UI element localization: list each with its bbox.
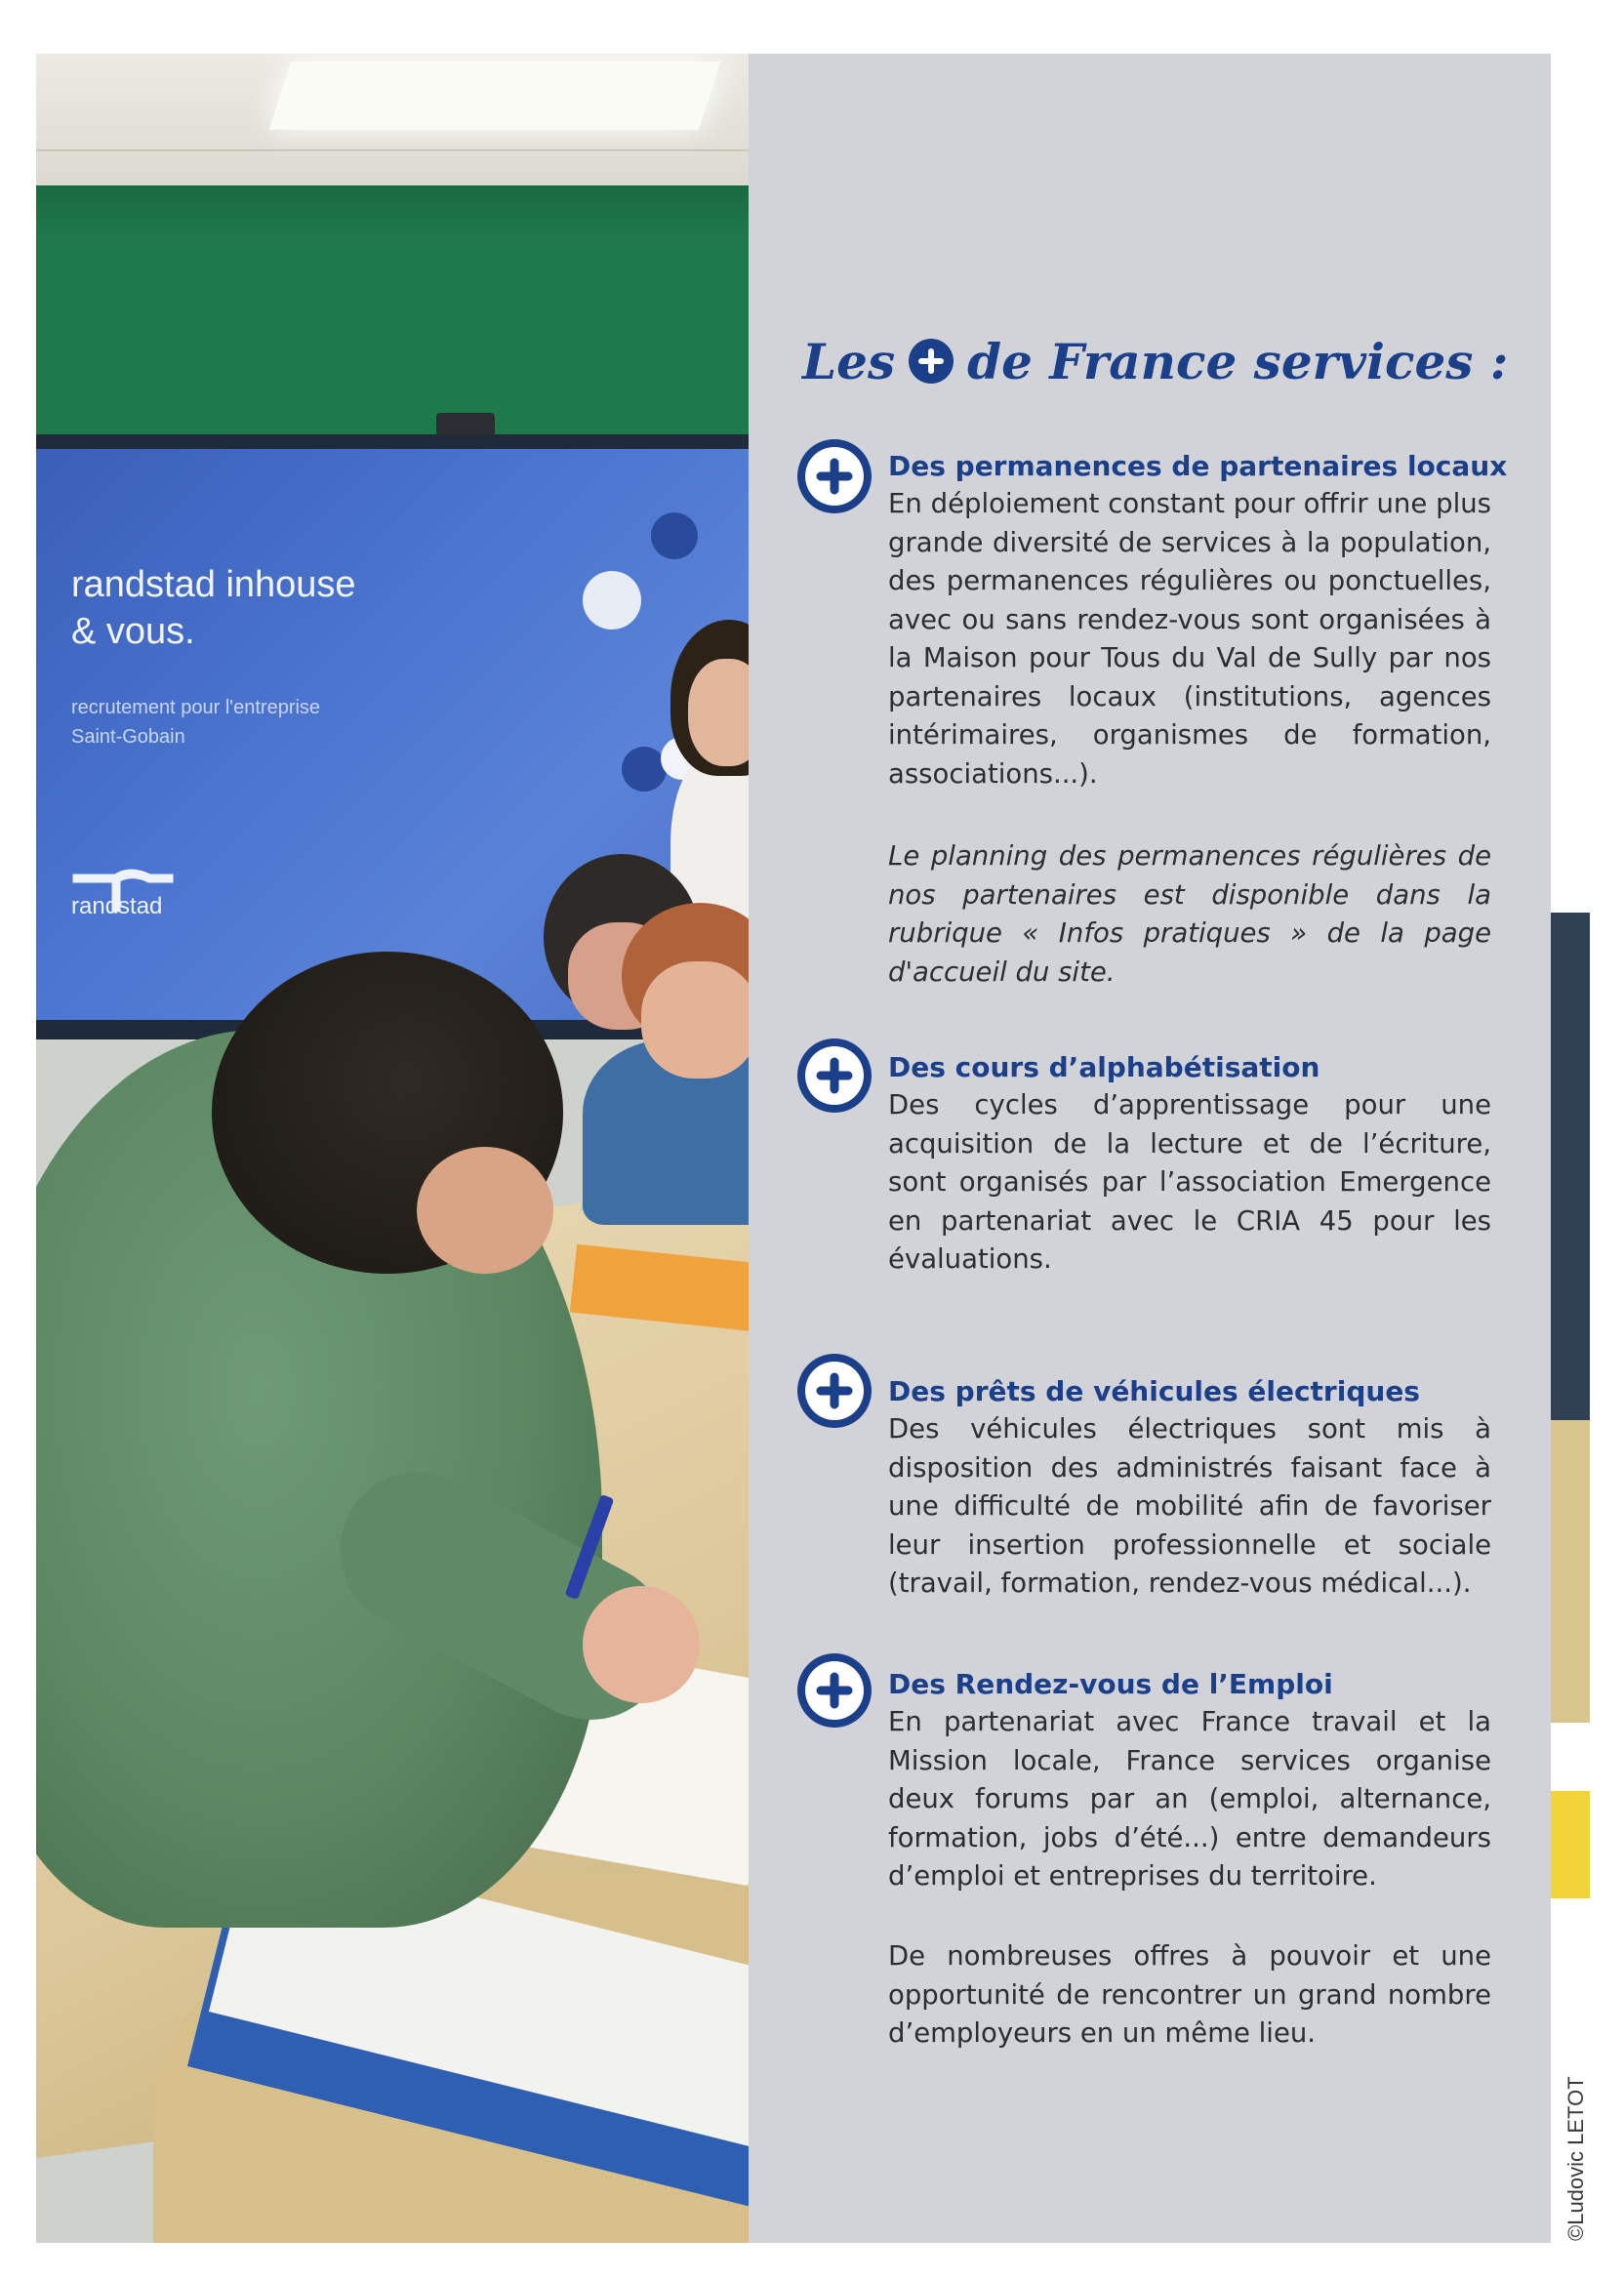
section-title: Des cours d’alphabétisation <box>888 1051 1320 1083</box>
randstad-logo-text: randstad <box>71 893 163 919</box>
section-title: Des permanences de partenaires locaux <box>888 450 1508 482</box>
page-heading <box>802 322 1508 400</box>
section-title: Des Rendez-vous de l’Emploi <box>888 1668 1333 1700</box>
section-paragraph: En déploiement constant pour offrir une plus grande diversité de services à la population, des permanences régulières ou ponctuelles, avec ou sans rendez-vous sont organisées à la Maison pour Tous du Val de Sully par nos partenaires locaux (institutions, agences intérimaires, organismes de formation, associations...). <box>888 488 1491 790</box>
plus-circle-icon <box>795 1352 873 1430</box>
plus-circle-icon <box>795 1037 873 1115</box>
plus-circle-icon <box>795 1651 873 1730</box>
screen-dot <box>583 571 641 630</box>
wall-shade <box>36 185 749 244</box>
heading-prefix: Les <box>802 332 896 390</box>
section-paragraph: De nombreuses offres à pouvoir et une opportunité de rencontrer un grand nombre d’employeurs en un même lieu. <box>888 1940 1491 2049</box>
plus-circle-icon <box>909 339 954 384</box>
screen-subtitle: recrutement pour l'entreprise Saint-Gobain <box>71 697 321 748</box>
ceiling-tile-line <box>36 149 749 151</box>
screen-title: randstad inhouse & vous. <box>71 564 356 652</box>
young-man-face <box>641 961 749 1079</box>
heading-suffix: de France services : <box>967 332 1509 390</box>
ceiling-light <box>269 61 721 130</box>
section-paragraph: En partenariat avec France travail et la Mission locale, France services organise deux forums par an (emploi, alternance, formation, jobs d’été...) entre demandeurs d’emploi et entreprises du territoire. <box>888 1706 1491 1892</box>
screen-dot <box>622 747 667 792</box>
woman-face <box>688 659 749 766</box>
section-paragraph: Des véhicules électriques sont mis à disposition des administrés faisant face à une difficulté de mobilité afin de favoriser leur insertion professionnelle et sociale (travail, formation, rendez-vous médical...). <box>888 1413 1491 1599</box>
plus-circle-icon <box>795 437 873 515</box>
section-paragraph: Le planning des permanences régulières de nos partenaires est disponible dans la rubrique « Infos pratiques » de la page d'accueil du site. <box>888 840 1491 988</box>
hand <box>583 1586 700 1703</box>
face <box>417 1147 553 1274</box>
webcam <box>436 413 495 436</box>
section-paragraph: Des cycles d’apprentissage pour une acquisition de la lecture et de l’écriture, sont organisés par l’association Emergence en partenariat avec le CRIA 45 pour les évaluations. <box>888 1089 1491 1275</box>
photo-edge-strip <box>1551 54 1590 2243</box>
photo-credit: ©Ludovic LETOT <box>1563 2076 1588 2241</box>
screen-dot <box>651 512 698 559</box>
section-title: Des prêts de véhicules électriques <box>888 1375 1420 1407</box>
classroom-photo <box>36 54 749 2243</box>
